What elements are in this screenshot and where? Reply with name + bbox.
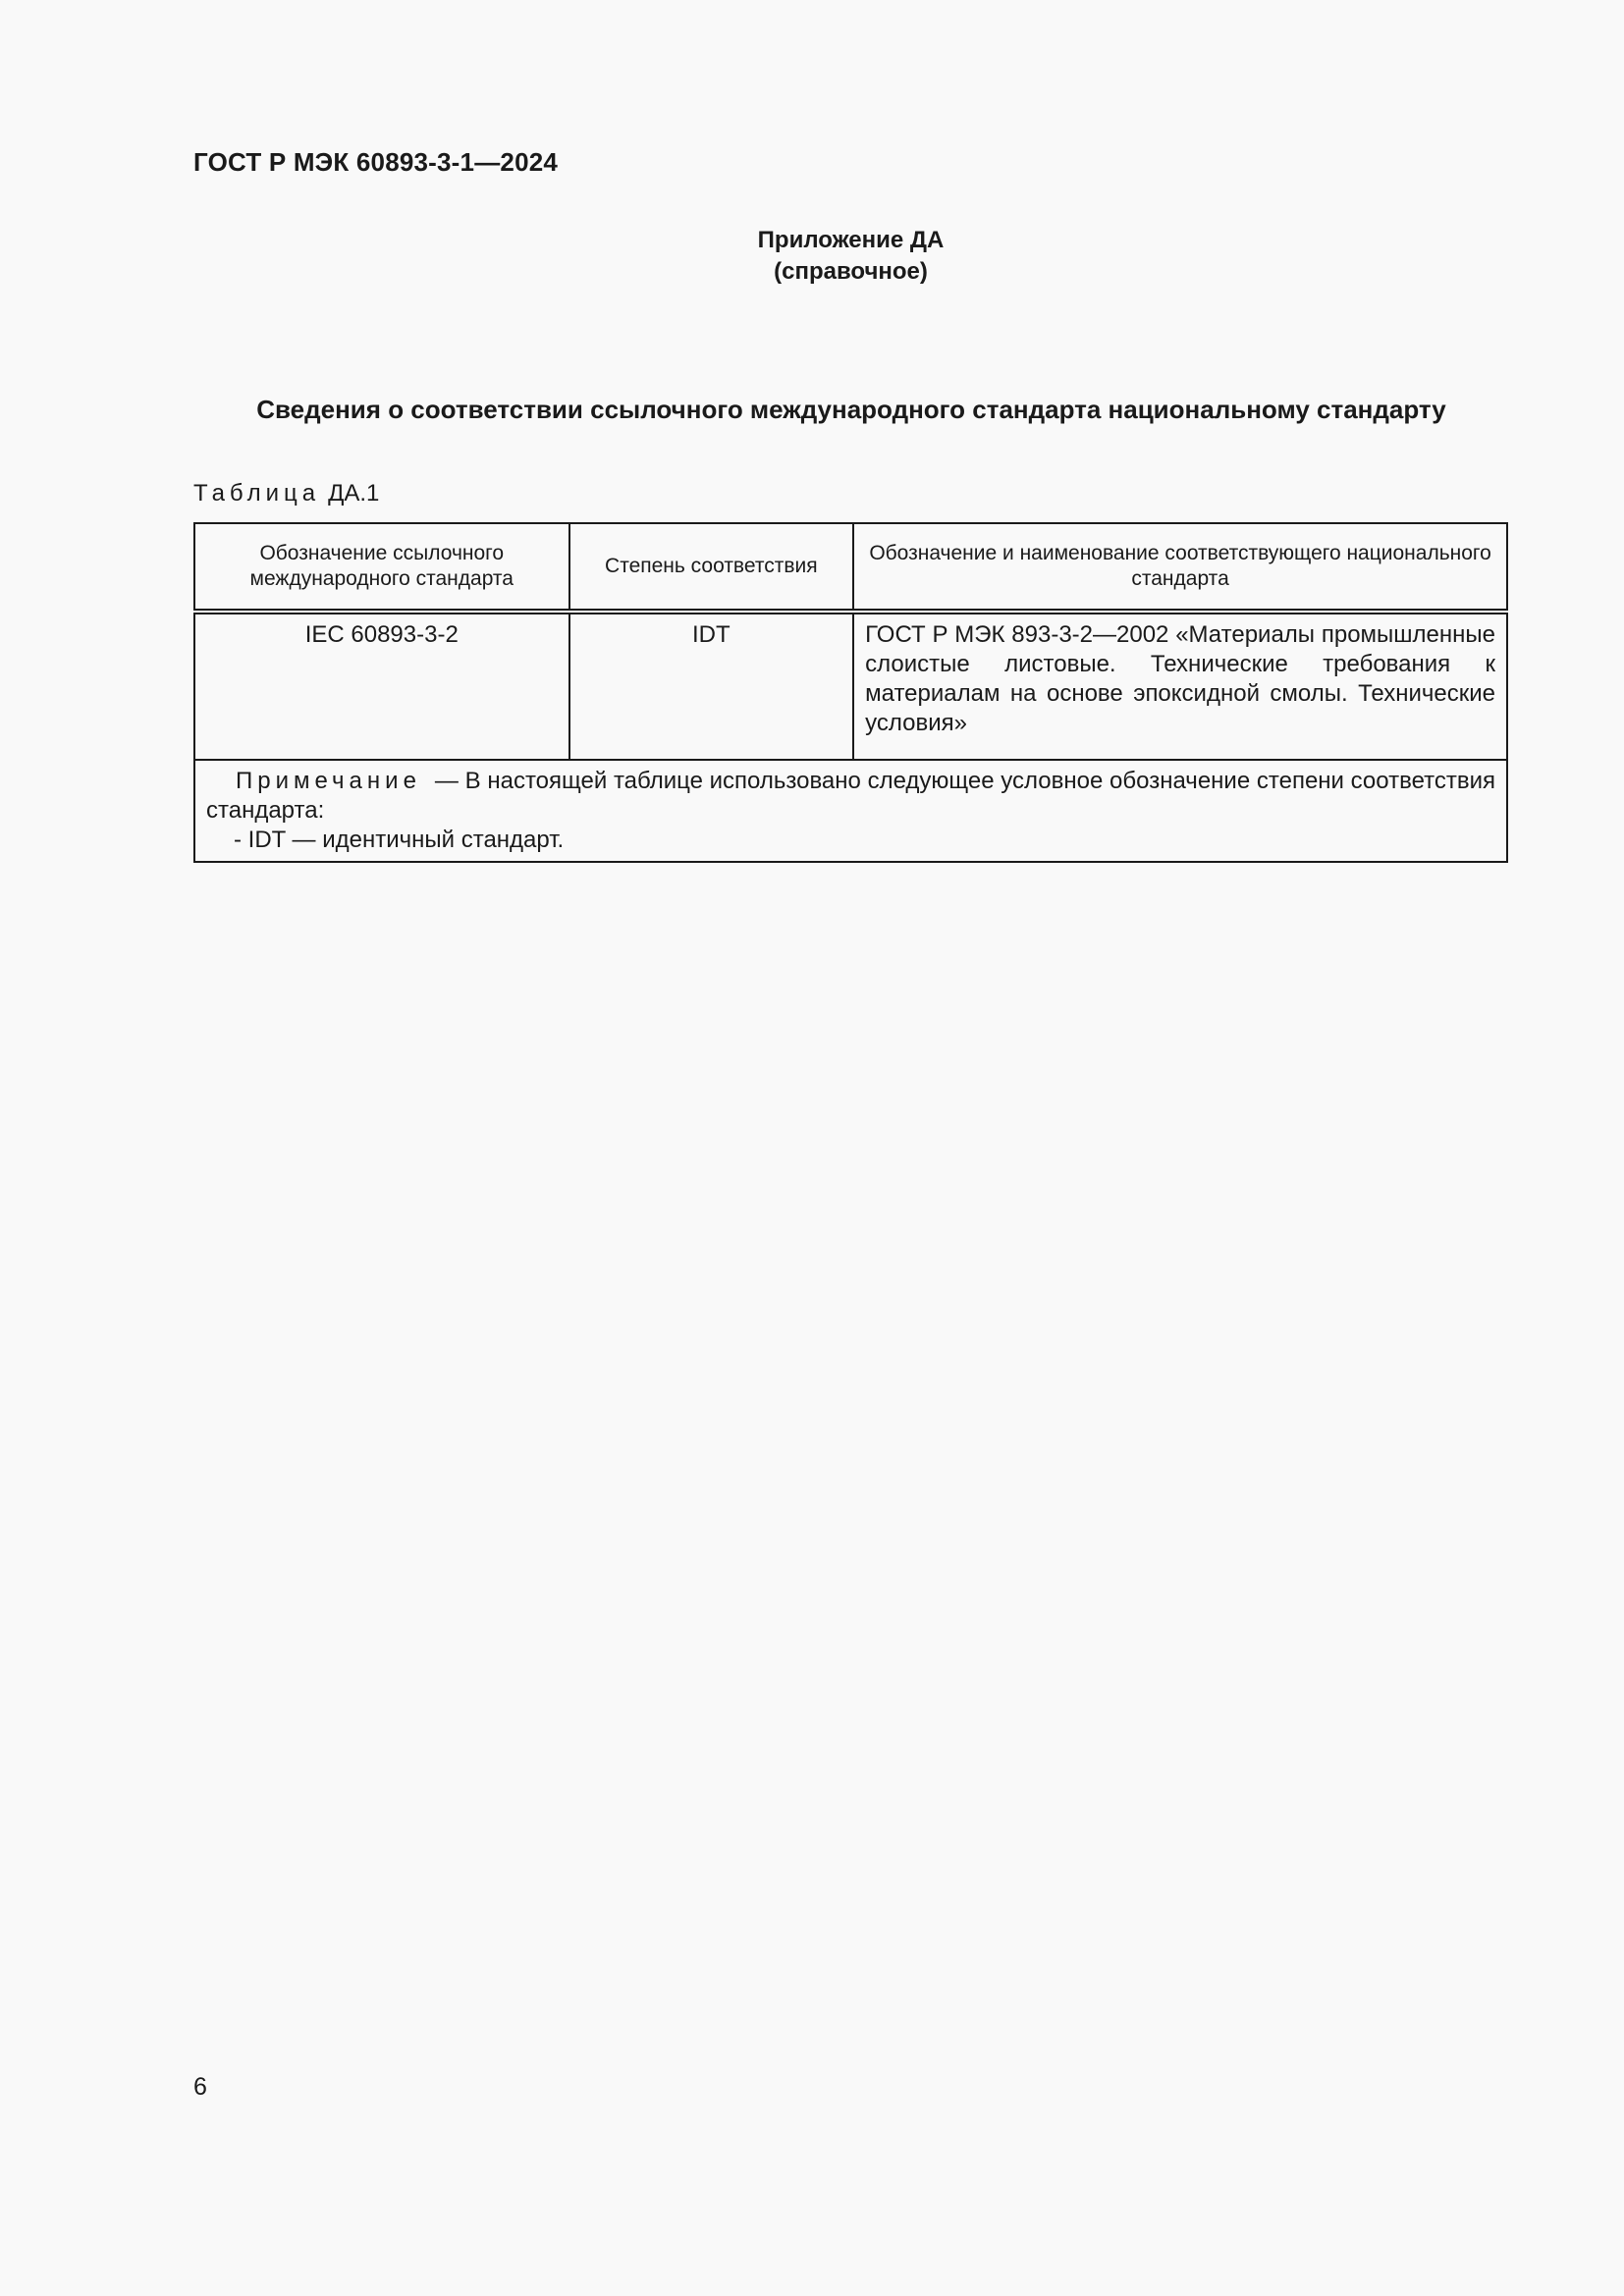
cell-national-standard: ГОСТ Р МЭК 893-3-2—2002 «Материалы промышленные слоистые листовые. Технические требования к материалам на основе эпоксидной смолы. Технические условия»: [853, 612, 1507, 760]
table-label: [193, 480, 379, 507]
appendix-subtitle: (справочное): [774, 258, 928, 285]
appendix-title: Приложение ДА: [757, 227, 945, 253]
note-text: — В настоящей таблице использовано следующее условное обозначение степени соответствия стандарта:: [206, 768, 1495, 824]
table-label-word: Таблица: [193, 480, 321, 507]
table-row: [194, 612, 1507, 760]
section-title: Сведения о соответствии ссылочного международного стандарта национальному стандарту: [256, 395, 1446, 424]
table-header-row: [194, 523, 1507, 612]
appendix-heading: [0, 225, 1624, 288]
cell-degree-of-correspondence: IDT: [569, 612, 854, 760]
table-note-row: [194, 760, 1507, 862]
note-label: Примечание: [236, 768, 421, 794]
header-cell-national-standard: Обозначение и наименование соответствующего национального стандарта: [853, 523, 1507, 612]
cell-international-standard: IEC 60893-3-2: [194, 612, 569, 760]
page-number: 6: [193, 2073, 207, 2101]
document-header: ГОСТ Р МЭК 60893-3-1—2024: [193, 147, 559, 177]
correspondence-table: [193, 522, 1508, 863]
table-label-number: ДА.1: [328, 480, 380, 507]
header-cell-international-standard: Обозначение ссылочного международного стандарта: [194, 523, 569, 612]
note-list-item: - IDT — идентичный стандарт.: [234, 827, 565, 853]
header-cell-degree-of-correspondence: Степень соответствия: [569, 523, 854, 612]
table-note: [194, 760, 1507, 862]
